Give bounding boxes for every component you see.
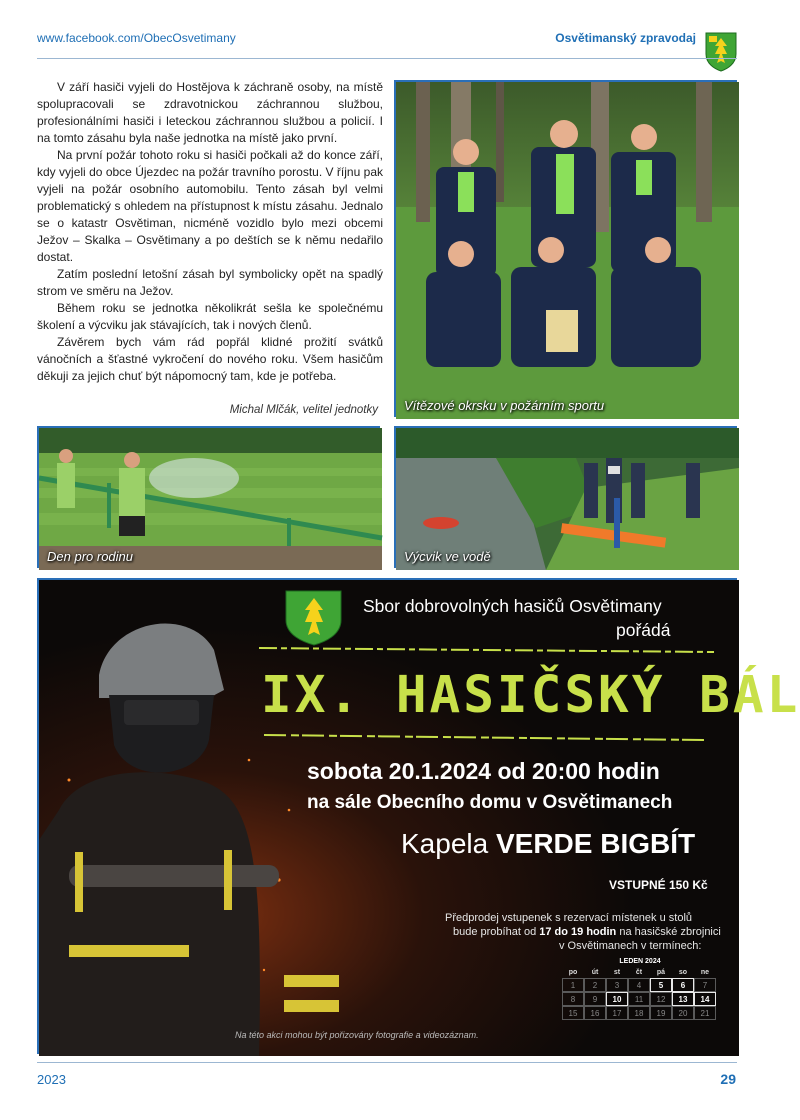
poster-presents: pořádá	[616, 620, 671, 640]
calendar-day-header: ne	[700, 969, 710, 976]
calendar-date: 2	[584, 978, 606, 992]
calendar-date: 18	[628, 1006, 650, 1020]
paragraph-5: Závěrem bych vám rád popřál klidné prožití svátků vánočních a šťastné vykročení do nového roku. Všem hasičům děkuji za jejich chuť být nápomocný tam, kde je potřeba.	[37, 335, 383, 383]
poster-presale-2	[453, 926, 721, 938]
header-rule	[37, 58, 737, 59]
poster-presale-1: Předprodej vstupenek s rezervací místenek u stolů	[445, 912, 693, 924]
poster-title: IX. HASIČSKÝ BÁL	[261, 666, 800, 725]
calendar-date-presale: 14	[694, 992, 716, 1006]
calendar-day-header: út	[591, 969, 599, 976]
poster-date: sobota 20.1.2024 od 20:00 hodin	[307, 758, 660, 784]
poster-disclaimer: Na této akci mohou být pořizovány fotografie a videozáznam.	[235, 1030, 479, 1040]
water-training-photo	[394, 426, 737, 568]
team-photo-image	[396, 82, 739, 419]
calendar-date: 1	[562, 978, 584, 992]
calendar-date: 9	[584, 992, 606, 1006]
calendar-date: 8	[562, 992, 584, 1006]
poster-venue: na sále Obecního domu v Osvětimanech	[307, 792, 673, 813]
calendar-date: 7	[694, 978, 716, 992]
calendar-date: 3	[606, 978, 628, 992]
calendar-date: 12	[650, 992, 672, 1006]
team-photo-caption: Vítězové okrsku v požárním sportu	[404, 398, 605, 413]
calendar-title: LEDEN 2024	[619, 958, 661, 965]
village-coat-of-arms-icon	[705, 32, 737, 72]
paragraph-4: Během roku se jednotka několikrát sešla ke společnému školení a výcviku jak stávajících, tak i nových členů.	[37, 301, 383, 332]
presale-calendar	[562, 958, 718, 1020]
water-training-caption: Výcvik ve vodě	[404, 549, 491, 564]
poster-entry: VSTUPNÉ 150 Kč	[609, 878, 708, 892]
facebook-url[interactable]: www.facebook.com/ObecOsvetimany	[37, 31, 236, 45]
poster-presale-2-post: na hasičské zbrojnici	[619, 926, 721, 938]
calendar-grid	[562, 967, 718, 1020]
team-photo	[394, 80, 737, 417]
poster-band	[401, 828, 695, 860]
calendar-date: 15	[562, 1006, 584, 1020]
paragraph-1: V září hasiči vyjeli do Hostějova k záchraně osoby, na místě spolupracovali se zdravotnickou záchrannou službou, profesionálními hasiči i leteckou záchrannou službou a policií. I na tomto zásahu byla naše jednotka na místě jako první.	[37, 80, 383, 145]
poster-band-name: VERDE BIGBÍT	[495, 828, 696, 859]
page-number: 29	[720, 1071, 736, 1087]
paragraph-2: Na první požár tohoto roku si hasiči počkali až do konce září, kdy vyjeli do obce Újezdec na požár travního porostu. V říjnu pak vyjeli na požár osobního automobilu. Tento zásah byl velmi problematický s ohledem na přístupnost k místu zásahu. Jednalo se o katastr Osvětiman, nicméně vozidlo bylo mezi obcemi Ježov – Skalka – Osvětimany a po deštích se k němu nedařilo dostat.	[37, 148, 383, 264]
footer-rule	[37, 1062, 737, 1063]
calendar-date-presale: 10	[606, 992, 628, 1006]
calendar-day-header: pá	[656, 969, 666, 976]
paragraph-3: Zatím poslední letošní zásah byl symbolicky opět na spadlý strom ve směru na Ježov.	[37, 267, 383, 298]
calendar-day-header: st	[613, 969, 621, 976]
poster-presale-hours: 17 do 19 hodin	[539, 926, 617, 938]
article-body	[37, 79, 383, 385]
family-day-photo	[37, 426, 380, 568]
family-day-caption: Den pro rodinu	[47, 549, 133, 564]
calendar-date: 17	[606, 1006, 628, 1020]
poster-band-prefix: Kapela	[401, 828, 489, 859]
poster-presale-2-pre: bude probíhat od	[453, 926, 537, 938]
article-signature: Michal Mlčák, velitel jednotky	[229, 404, 378, 416]
calendar-date: 19	[650, 1006, 672, 1020]
poster-presale-3: v Osvětimanech v termínech:	[559, 940, 702, 952]
calendar-date: 21	[694, 1006, 716, 1020]
calendar-day-header: čt	[635, 969, 643, 976]
calendar-date-presale: 13	[672, 992, 694, 1006]
calendar-day-header: so	[678, 969, 688, 976]
calendar-date: 20	[672, 1006, 694, 1020]
poster-organizer: Sbor dobrovolných hasičů Osvětimany	[363, 596, 662, 616]
calendar-date-presale: 5	[650, 978, 672, 992]
calendar-date: 11	[628, 992, 650, 1006]
footer-year: 2023	[37, 1072, 66, 1087]
calendar-day-header: po	[568, 969, 578, 976]
calendar-date: 16	[584, 1006, 606, 1020]
newsletter-title: Osvětimanský zpravodaj	[555, 31, 696, 45]
calendar-date: 4	[628, 978, 650, 992]
calendar-date-presale: 6	[672, 978, 694, 992]
